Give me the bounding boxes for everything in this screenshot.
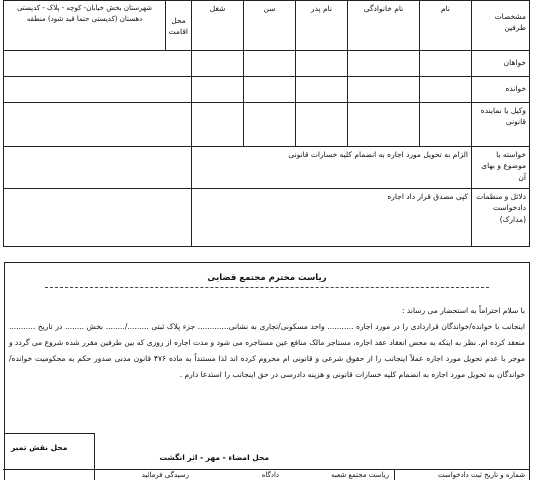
plaintiff-name-cell[interactable] bbox=[420, 51, 472, 77]
defendant-name-cell[interactable] bbox=[420, 77, 472, 103]
header-parties: مشخصات طرفین bbox=[472, 1, 530, 51]
header-job: شغل bbox=[192, 1, 244, 51]
evidence-text[interactable]: کپی مصدق قرار داد اجاره bbox=[192, 189, 472, 247]
row-evidence-label: دلائل و منظمات دادخواست (مدارک) bbox=[472, 189, 530, 247]
registration-order-label: رسیدگی فرمائید bbox=[141, 471, 189, 479]
plaintiff-address-cell[interactable] bbox=[4, 51, 192, 77]
defendant-job-cell[interactable] bbox=[192, 77, 244, 103]
header-address-detail: شهرستان بخش خیابان- کوچه - پلاک - کدپستی دهستان (کدپستی حتما قید شود) منطقه bbox=[4, 1, 166, 51]
petition-form-page bbox=[2, 0, 530, 480]
header-name: نام bbox=[420, 1, 472, 51]
defendant-father-cell[interactable] bbox=[296, 77, 348, 103]
plaintiff-age-cell[interactable] bbox=[244, 51, 296, 77]
lawyer-family-cell[interactable] bbox=[348, 103, 420, 147]
registration-row bbox=[3, 469, 529, 480]
registration-branch-label: ریاست مجتمع شعبه bbox=[331, 471, 389, 479]
row-demand-label: خواسته یا موضوع و بهای آن bbox=[472, 147, 530, 189]
plaintiff-father-cell[interactable] bbox=[296, 51, 348, 77]
lawyer-father-cell[interactable] bbox=[296, 103, 348, 147]
lawyer-job-cell[interactable] bbox=[192, 103, 244, 147]
letter-title: ریاست محترم مجتمع قضایی bbox=[207, 273, 327, 283]
lawyer-age-cell[interactable] bbox=[244, 103, 296, 147]
registration-divider bbox=[394, 470, 395, 480]
title-divider bbox=[45, 287, 489, 288]
plaintiff-job-cell[interactable] bbox=[192, 51, 244, 77]
signature-label: محل امضاء - مهر - اثر انگشت bbox=[159, 453, 269, 462]
demand-text[interactable]: الزام به تحویل مورد اجاره به انضمام کلیه خسارات قانونی bbox=[192, 147, 472, 189]
registration-court-label: دادگاه bbox=[261, 471, 279, 479]
defendant-age-cell[interactable] bbox=[244, 77, 296, 103]
defendant-address-cell[interactable] bbox=[4, 77, 192, 103]
demand-empty-cell bbox=[4, 147, 192, 189]
header-father: نام پدر bbox=[296, 1, 348, 51]
letter-greeting: با سلام احتراماً به استحضار می رساند : bbox=[402, 306, 525, 315]
parties-table bbox=[3, 0, 530, 247]
row-defendant-label: خوانده bbox=[472, 77, 530, 103]
defendant-family-cell[interactable] bbox=[348, 77, 420, 103]
plaintiff-family-cell[interactable] bbox=[348, 51, 420, 77]
lawyer-address-cell[interactable] bbox=[4, 103, 192, 147]
lawyer-name-cell[interactable] bbox=[420, 103, 472, 147]
stamp-label: محل نقش تمبر bbox=[11, 443, 68, 452]
letter-paragraph[interactable]: اینجانب با خوانده/خواندگان قراردادی را در مورد اجاره ........... واحد مسکونی/تجاری به نشانی............. جزء پلاک ثبتی ........./........ بخش ........ در تاریخ ........... منعقد کرده ام. نظر به اینکه به محض انعقاد عقد اجاره، مستاجر مالک منافع عین مستاجره می شود و مدت اجاره از روزی که بین طرفین مقرر شده شروع می گردد و موجر با عدم تحویل مورد اجاره عملاً اینجانب را از حقوق شرعی و قانونی ام محروم کرده اند لذا مستنداً به ماده ۴۷۶ قانون مدنی صدور حکم به محکومیت خوانده/خواندگان به تحویل مورد اجاره به انضمام کلیه خسارات قانونی و هزینه دادرسی در حق اینجانب را استدعا دارم . bbox=[9, 322, 525, 379]
petition-letter bbox=[4, 262, 530, 480]
evidence-empty-cell bbox=[4, 189, 192, 247]
row-lawyer-label: وکیل یا نماینده قانونی bbox=[472, 103, 530, 147]
header-family: نام خانوادگی bbox=[348, 1, 420, 51]
registration-number-label: شماره و تاریخ ثبت دادخواست bbox=[437, 471, 525, 479]
letter-body bbox=[9, 303, 525, 383]
header-address-label: محل اقامت bbox=[166, 1, 192, 51]
header-age: سن bbox=[244, 1, 296, 51]
row-plaintiff-label: خواهان bbox=[472, 51, 530, 77]
